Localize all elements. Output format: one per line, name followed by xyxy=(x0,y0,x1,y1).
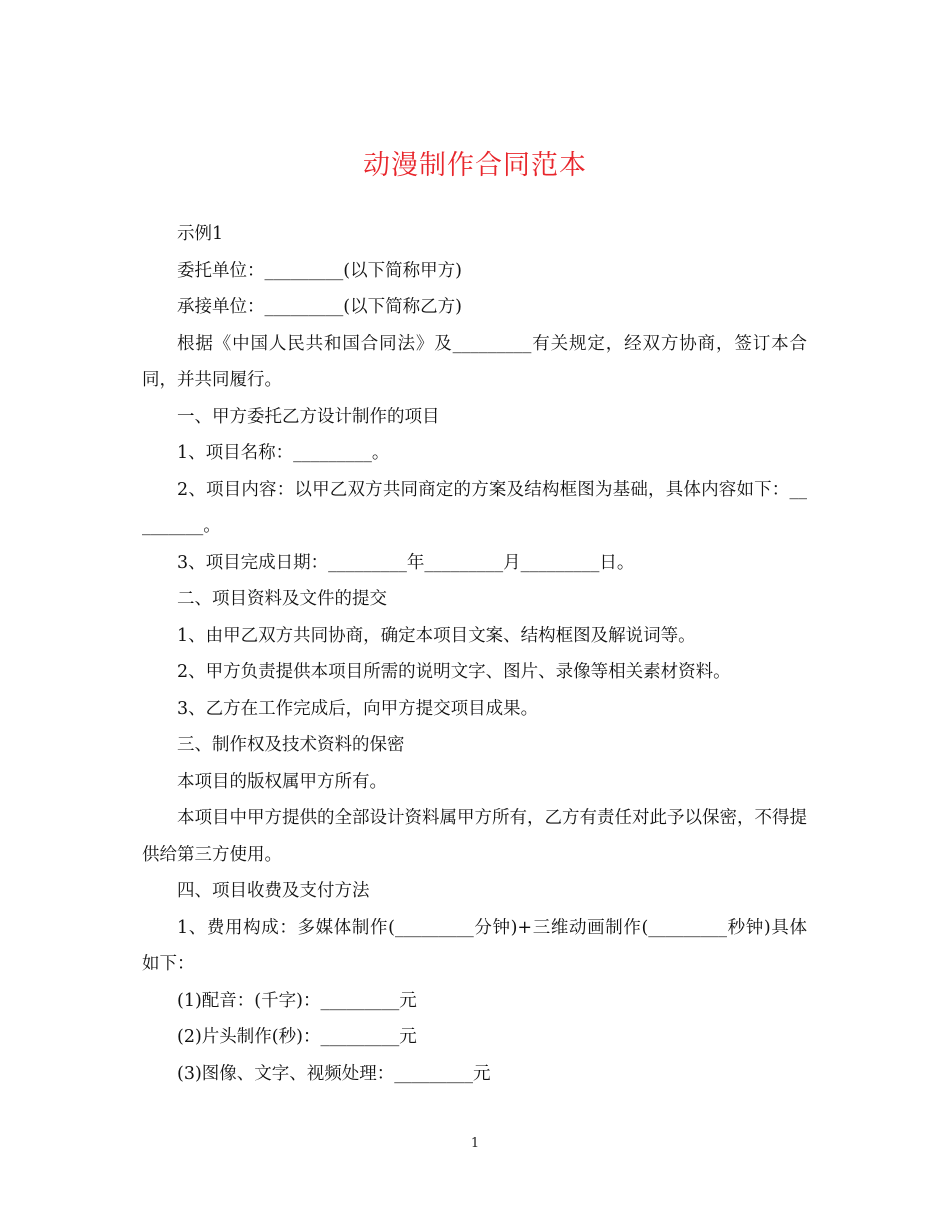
copyright-clause: 本项目的版权属甲方所有。 xyxy=(177,771,387,792)
client-unit-line: 委托单位：_________(以下简称甲方) xyxy=(177,260,462,281)
fee-item-opening: (2)片头制作(秒)：_________元 xyxy=(177,1027,417,1047)
section-heading-4: 四、项目收费及支付方法 xyxy=(177,881,370,901)
materials-clause-1: 1、由甲乙双方共同协商，确定本项目文案、结构框图及解说词等。 xyxy=(177,625,696,646)
document-body xyxy=(142,216,807,1092)
fee-item-dubbing: (1)配音：(千字)：_________元 xyxy=(177,990,417,1011)
confidentiality-clause: 本项目中甲方提供的全部设计资料属甲方所有，乙方有责任对此予以保密，不得提供给第三方使用。 xyxy=(142,808,807,865)
materials-clause-2: 2、甲方负责提供本项目所需的说明文字、图片、录像等相关素材资料。 xyxy=(177,662,731,682)
fee-item-processing: (3)图像、文字、视频处理：_________元 xyxy=(177,1063,491,1084)
section-heading-1: 一、甲方委托乙方设计制作的项目 xyxy=(177,406,440,427)
materials-clause-3: 3、乙方在工作完成后，向甲方提交项目成果。 xyxy=(177,698,539,719)
section-heading-2: 二、项目资料及文件的提交 xyxy=(177,589,387,609)
document-title: 动漫制作合同范本 xyxy=(363,150,587,181)
section-heading-3: 三、制作权及技术资料的保密 xyxy=(177,735,405,755)
fee-composition-clause: 1、费用构成：多媒体制作(_________分钟)+三维动画制作(_________秒钟)具体如下： xyxy=(142,917,807,974)
preamble-paragraph: 根据《中国人民共和国合同法》及_________有关规定，经双方协商，签订本合同，并共同履行。 xyxy=(142,333,807,390)
completion-date-clause: 3、项目完成日期：_________年_________月_________日。 xyxy=(177,552,635,573)
page-number: 1 xyxy=(470,1136,480,1151)
project-name-clause: 1、项目名称：_________。 xyxy=(177,443,390,463)
project-content-clause: 2、项目内容：以甲乙双方共同商定的方案及结构框图为基础，具体内容如下：_________。 xyxy=(142,479,807,536)
contractor-unit-line: 承接单位：_________(以下简称乙方) xyxy=(177,297,462,317)
example-label: 示例1 xyxy=(177,224,224,244)
